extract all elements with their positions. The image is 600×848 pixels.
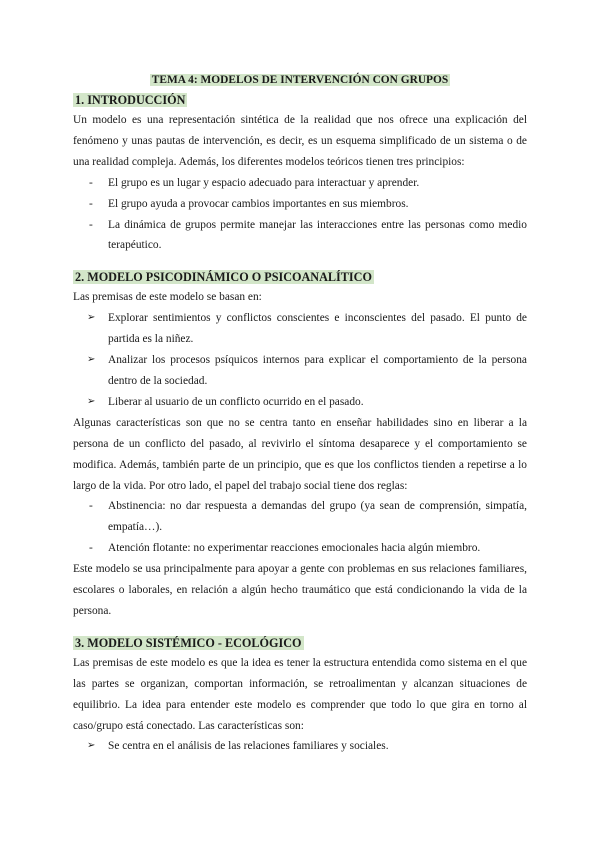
rules-list [73, 496, 527, 559]
section-heading-introduccion: 1. INTRODUCCIÓN [75, 93, 186, 107]
list-item: - La dinámica de grupos permite manejar las interacciones entre las personas como medio terapéutico. [73, 215, 527, 257]
dash-marker: - [89, 176, 93, 189]
section-3-intro: Las premisas de este modelo es que la idea es tener la estructura entendida como sistema en el que las partes se organizan, comportan información, se retroalimentan y alcanzan situaciones de equilibrio. La idea para entender este modelo es comprender que todo lo que gira en torno al caso/grupo está conectado. Las características son: [73, 656, 527, 732]
section-2-usage: Este modelo se usa principalmente para apoyar a gente con problemas en sus relaciones familiares, escolares o laborales, en relación a algún hecho traumático que está condicionando la vida de la persona. [73, 563, 527, 617]
list-item: ➢ Analizar los procesos psíquicos internos para explicar el comportamiento de la persona dentro de la sociedad. [73, 350, 527, 392]
dash-marker: - [89, 500, 93, 513]
document-title: TEMA 4: MODELOS DE INTERVENCIÓN CON GRUPOS [151, 74, 449, 86]
premises-list [73, 308, 527, 413]
list-item: - Atención flotante: no experimentar reacciones emocionales hacia algún miembro. [73, 538, 527, 559]
dash-marker: - [89, 218, 93, 231]
arrow-bullet-icon: ➢ [87, 740, 96, 752]
list-item: - Abstinencia: no dar respuesta a demandas del grupo (ya sean de comprensión, simpatía, empatía…). [73, 496, 527, 538]
principles-list [73, 173, 527, 257]
section-heading-psicodinamico: 2. MODELO PSICODINÁMICO O PSICOANALÍTICO [75, 270, 372, 285]
list-item: ➢ Liberar al usuario de un conflicto ocurrido en el pasado. [73, 392, 527, 413]
dash-marker: - [89, 542, 93, 555]
section-2-intro: Las premisas de este modelo se basan en: [73, 291, 262, 304]
section-heading-sistemico: 3. MODELO SISTÉMICO - ECOLÓGICO [75, 635, 302, 650]
arrow-bullet-icon: ➢ [87, 395, 96, 407]
document-page [73, 70, 527, 757]
arrow-bullet-icon: ➢ [87, 312, 96, 324]
list-item: - El grupo es un lugar y espacio adecuado para interactuar y aprender. [73, 173, 527, 194]
characteristics-list [73, 736, 527, 757]
section-2-characteristics: Algunas características son que no se centra tanto en enseñar habilidades sino en liberar a la persona de un conflicto del pasado, al revivirlo el síntoma desaparece y el comportamiento se modifica. Además, también parte de un principio, que es que los conflictos tienden a repetirse a lo largo de la vida. Por otro lado, el papel del trabajo social tiene dos reglas: [73, 416, 527, 492]
section-1-intro: Un modelo es una representación sintética de la realidad que nos ofrece una explicación del fenómeno y unas pautas de intervención, es decir, es un esquema simplificado de un sistema o de una realidad compleja. Además, los diferentes modelos teóricos tienen tres principios: [73, 114, 527, 168]
list-item: ➢ Explorar sentimientos y conflictos conscientes e inconscientes del pasado. El punto de partida es la niñez. [73, 308, 527, 350]
arrow-bullet-icon: ➢ [87, 354, 96, 366]
list-item: - El grupo ayuda a provocar cambios importantes en sus miembros. [73, 194, 527, 215]
list-item: ➢ Se centra en el análisis de las relaciones familiares y sociales. [73, 736, 527, 757]
dash-marker: - [89, 197, 93, 210]
